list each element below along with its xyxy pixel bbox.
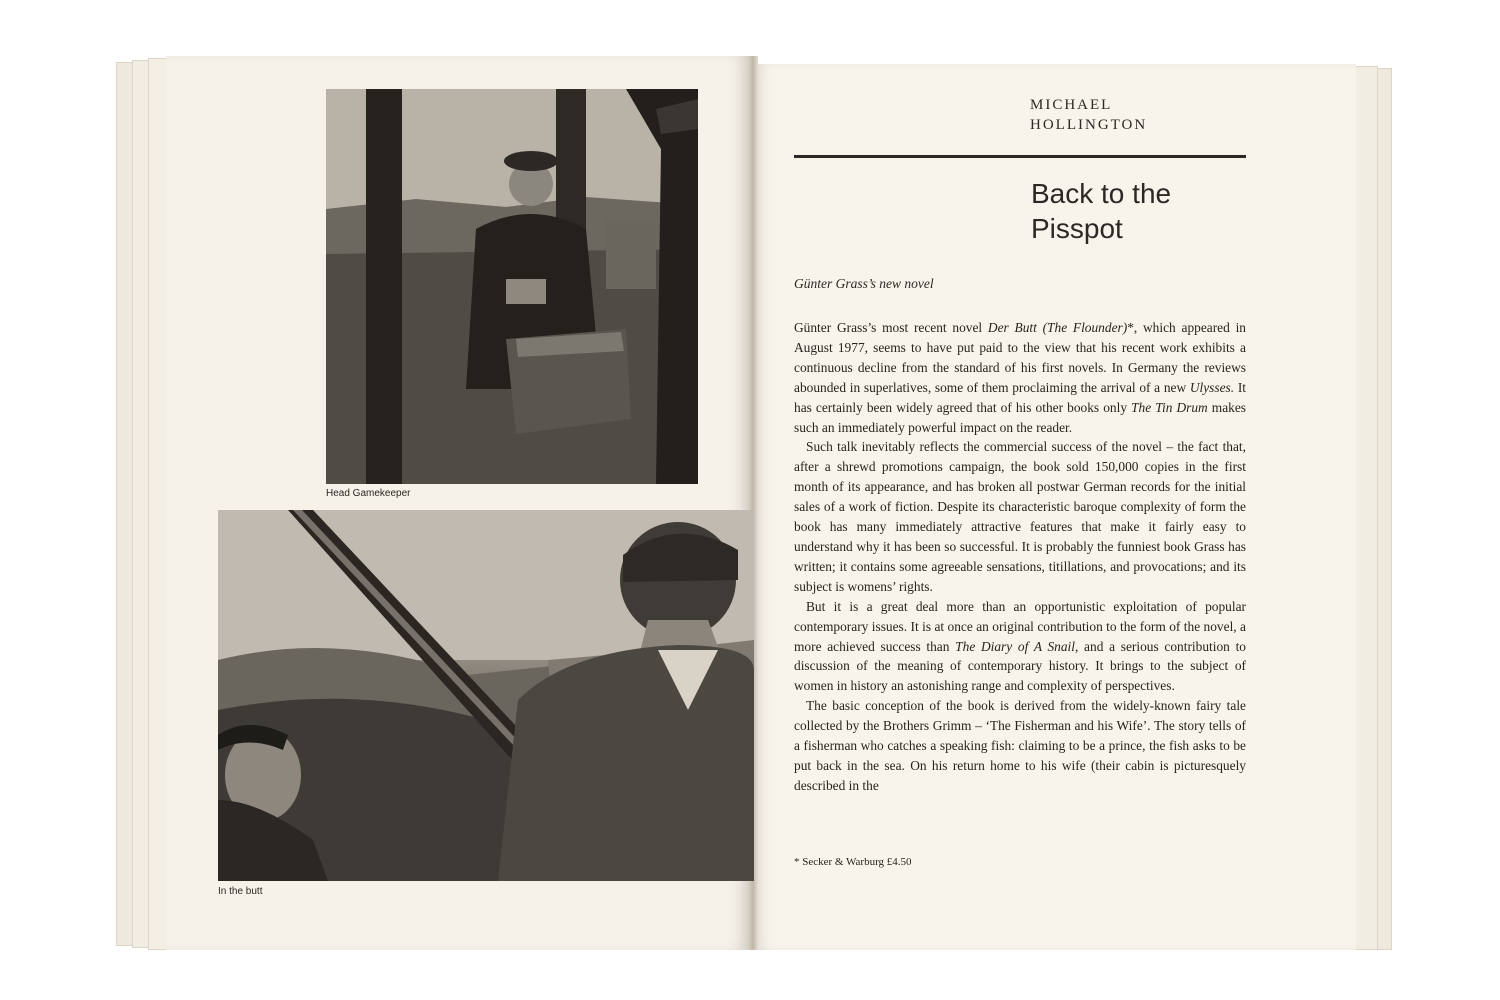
italic-title: Ulysses. — [1189, 379, 1235, 395]
photo-head-gamekeeper — [326, 89, 698, 484]
article-title — [1031, 176, 1171, 246]
photo-in-the-butt — [218, 510, 754, 881]
gamekeeper-photo-image — [326, 89, 698, 484]
article-paragraph: But it is a great deal more than an opportunistic exploitation of popular contemporary issues. It is at once an original contribution to the form of the novel, a more achieved success than The Diary of A Snail, and a serious contribution to discussion of the meaning of contemporary history. It brings to the subject of women in history an astonishing range and complexity of perspectives. — [794, 598, 1247, 694]
article-paragraph: Günter Grass’s most recent novel Der Butt (The Flounder)*, which appeared in August 1977, seems to have put paid to the view that his recent work exhibits a continuous decline from the standard of his first novels. In Germany the reviews abounded in superlatives, some of them proclaiming the arrival of a new Ulysses. It has certainly been widely agreed that of his other books only The Tin Drum makes such an immediately powerful impact on the reader. — [794, 320, 1247, 435]
article-body — [794, 318, 1246, 796]
in-the-butt-photo-image — [218, 510, 754, 881]
author-first-name: MICHAEL — [1030, 97, 1113, 113]
photo-caption: Head Gamekeeper — [326, 488, 411, 499]
author-name — [1030, 95, 1147, 135]
photo-caption: In the butt — [218, 886, 263, 897]
article-paragraph: The basic conception of the book is derived from the widely-known fairy tale collected by the Brothers Grimm – ‘The Fisherman and his Wife’. The story tells of a fisherman who catches a speaking fish: claiming to be a prince, the fish asks to be put back in the sea. On his return home to his wife (their cabin is picturesquely described in the — [794, 698, 1246, 793]
article-subtitle: Günter Grass’s new novel — [794, 276, 934, 291]
article-title-line: Back to the — [1031, 178, 1172, 209]
article-paragraph: Such talk inevitably reflects the commercial success of the novel – the fact that, after a shrewd promotions campaign, the book sold 150,000 copies in the first month of its appearance, and has broken all postwar German records for the initial sales of a work of fiction. Despite its characteristic baroque complexity of form the book has many immediately attractive features that make it fairly easy to understand why it has been so successful. It is probably the funniest book Grass has written; it contains some agreeable sensations, titillations, and provocations; and its subject is womens’ rights. — [794, 439, 1246, 594]
italic-title: Der Butt (The Flounder) — [987, 320, 1128, 335]
italic-title: The Diary of A Snail — [955, 638, 1075, 654]
header-rule — [794, 155, 1246, 158]
italic-title: The Tin Drum — [1131, 399, 1208, 415]
footnote: * Secker & Warburg £4.50 — [794, 856, 912, 868]
article-title-line: Pisspot — [1031, 213, 1123, 244]
author-last-name: HOLLINGTON — [1030, 117, 1148, 133]
